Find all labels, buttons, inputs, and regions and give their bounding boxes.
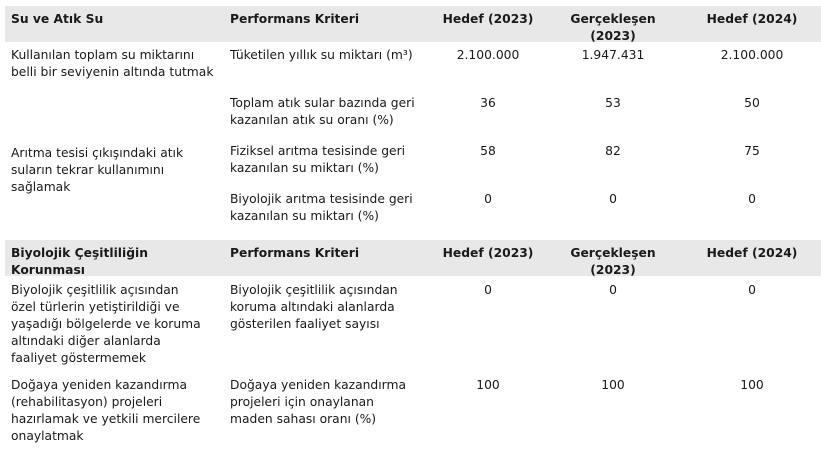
- objective-cell: Arıtma tesisi çıkışındaki atık suların tekrar kullanımını sağlamak: [11, 146, 184, 194]
- column-header-actual-2023: Gerçekleşen (2023): [570, 12, 656, 43]
- target-2024-cell: 75: [744, 144, 760, 158]
- target-2024-cell: 100: [740, 378, 764, 392]
- actual-2023-cell: 0: [609, 283, 617, 297]
- target-2023-cell: 100: [476, 378, 500, 392]
- target-2023-cell: 2.100.000: [456, 48, 520, 62]
- target-2023-cell: 0: [484, 283, 492, 297]
- section-title: Biyolojik Çeşitliliğin Korunması: [11, 246, 149, 277]
- column-header-actual-2023: Gerçekleşen (2023): [570, 246, 656, 277]
- actual-2023-cell: 53: [605, 96, 621, 110]
- target-2024-cell: 0: [748, 192, 756, 206]
- target-2023-cell: 0: [484, 192, 492, 206]
- criteria-cell: Doğaya yeniden kazandırma projeleri için onaylanan maden sahası oranı (%): [230, 378, 406, 426]
- target-2024-cell: 2.100.000: [720, 48, 784, 62]
- target-2024-cell: 50: [744, 96, 760, 110]
- criteria-cell: Biyolojik çeşitlilik açısından koruma altındaki alanlarda gösterilen faaliyet sayısı: [230, 283, 398, 331]
- section-title: Su ve Atık Su: [11, 12, 104, 26]
- column-header-target-2023: Hedef (2023): [442, 12, 534, 26]
- actual-2023-cell: 82: [605, 144, 621, 158]
- criteria-cell: Biyolojik arıtma tesisinde geri kazanılan su miktarı (%): [230, 192, 413, 223]
- target-2023-cell: 36: [480, 96, 496, 110]
- column-header-target-2024: Hedef (2024): [706, 12, 798, 26]
- objective-cell: Doğaya yeniden kazandırma (rehabilitasyon) projeleri hazırlamak ve yetkili mercilere onaylatmak: [11, 378, 201, 443]
- objective-cell: Kullanılan toplam su miktarını belli bir seviyenin altında tutmak: [11, 48, 214, 79]
- column-header-target-2023: Hedef (2023): [442, 246, 534, 260]
- criteria-cell: Tüketilen yıllık su miktarı (m³): [230, 48, 413, 62]
- criteria-cell: Fiziksel arıtma tesisinde geri kazanılan su miktarı (%): [230, 144, 406, 175]
- target-2024-cell: 0: [748, 283, 756, 297]
- actual-2023-cell: 0: [609, 192, 617, 206]
- column-header-criteria: Performans Kriteri: [230, 246, 360, 260]
- column-header-target-2024: Hedef (2024): [706, 246, 798, 260]
- target-2023-cell: 58: [480, 144, 496, 158]
- actual-2023-cell: 1.947.431: [581, 48, 645, 62]
- objective-cell: Biyolojik çeşitlilik açısından özel türlerin yetiştirildiği ve yaşadığı bölgelerde ve koruma altındaki diğer alanlarda faaliyet göstermemek: [11, 283, 201, 365]
- column-header-criteria: Performans Kriteri: [230, 12, 360, 26]
- criteria-cell: Toplam atık sular bazında geri kazanılan atık su oranı (%): [230, 96, 415, 127]
- actual-2023-cell: 100: [601, 378, 625, 392]
